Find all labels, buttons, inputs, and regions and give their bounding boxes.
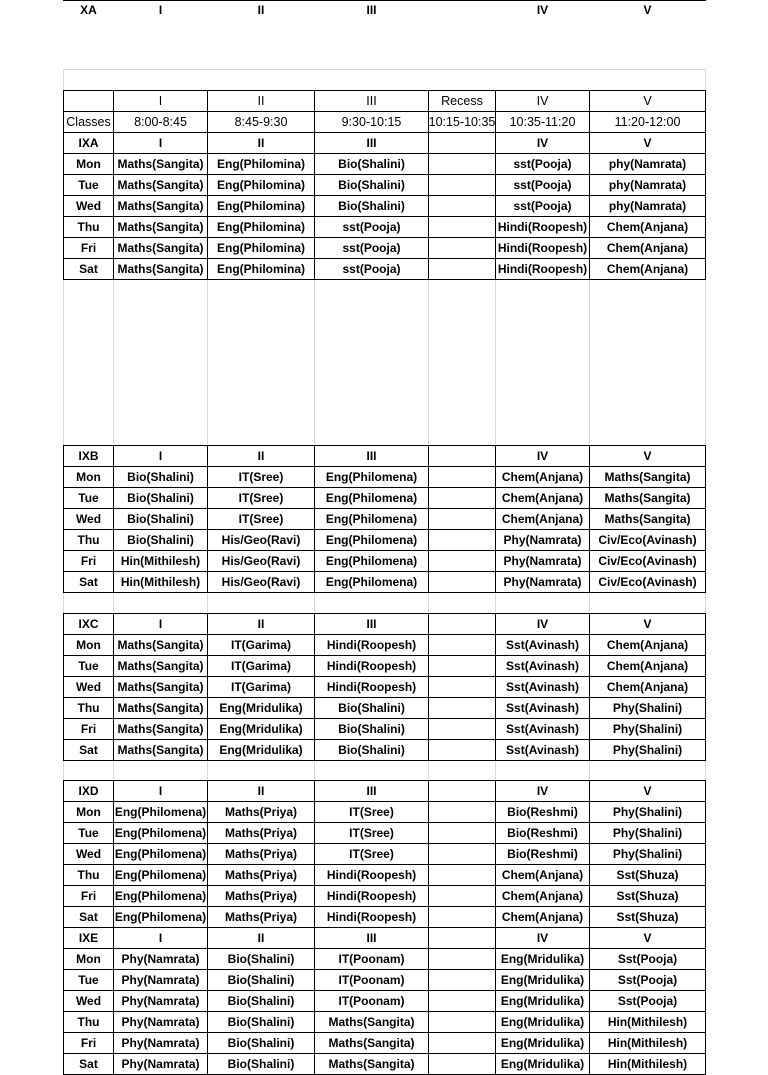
- time-header-cell: 8:00-8:45: [134, 115, 187, 129]
- table-cell: Maths(Sangita): [328, 1015, 415, 1029]
- section-header-cell: I: [158, 617, 163, 631]
- table-cell: IT(Sree): [349, 826, 394, 840]
- table-cell: [429, 719, 495, 739]
- table-cell: [429, 530, 495, 550]
- section-header-cell: III: [366, 449, 377, 463]
- gridline-light: [705, 592, 706, 613]
- table-cell: [429, 886, 495, 906]
- section-header-cell: IV: [536, 931, 549, 945]
- section-header-cell: IV: [536, 3, 549, 17]
- table-cell: [429, 970, 495, 990]
- section-header-cell: III: [366, 3, 377, 17]
- table-cell: Mon: [76, 952, 101, 966]
- table-cell: Wed: [75, 512, 102, 526]
- table-cell: Maths(Sangita): [117, 199, 204, 213]
- table-cell: Chem(Anjana): [501, 889, 584, 903]
- section-header-cell: IV: [536, 617, 549, 631]
- table-cell: Sst(Avinash): [506, 722, 579, 736]
- table-cell: Maths(Priya): [224, 910, 298, 924]
- table-cell: phy(Namrata): [608, 178, 687, 192]
- table-cell: Chem(Anjana): [501, 868, 584, 882]
- table-cell: Maths(Priya): [224, 826, 298, 840]
- table-cell: Chem(Anjana): [606, 262, 689, 276]
- period-header-cell: V: [643, 94, 652, 108]
- table-cell: Chem(Anjana): [606, 241, 689, 255]
- gridline-light: [113, 592, 114, 613]
- table-cell: Maths(Sangita): [117, 701, 204, 715]
- table-cell: [429, 175, 495, 195]
- table-cell: Phy(Namrata): [121, 1036, 200, 1050]
- table-cell: Eng(Philomina): [217, 262, 305, 276]
- table-cell: Sst(Avinash): [506, 659, 579, 673]
- table-cell: Bio(Shalini): [127, 470, 194, 484]
- table-cell: Eng(Philomina): [217, 157, 305, 171]
- table-cell: Mon: [76, 638, 101, 652]
- table-cell: Maths(Sangita): [604, 512, 691, 526]
- gridline-light: [113, 279, 114, 445]
- table-cell: sst(Pooja): [513, 199, 572, 213]
- table-cell: Eng(Philomena): [114, 910, 207, 924]
- table-cell: Phy(Namrata): [503, 533, 582, 547]
- table-cell: Bio(Shalini): [227, 1036, 295, 1050]
- table-cell: [429, 740, 495, 760]
- table-cell: Maths(Sangita): [117, 241, 204, 255]
- table-cell: Hindi(Roopesh): [326, 889, 417, 903]
- table-cell: Tue: [78, 178, 99, 192]
- section-header-cell: [429, 614, 495, 634]
- table-cell: Eng(Philomena): [325, 512, 418, 526]
- table-cell: IT(Garima): [230, 659, 291, 673]
- table-cell: Bio(Shalini): [338, 157, 405, 171]
- period-header-cell: II: [257, 94, 265, 108]
- table-cell: Maths(Priya): [224, 889, 298, 903]
- table-cell: Maths(Priya): [224, 868, 298, 882]
- table-cell: phy(Namrata): [608, 199, 687, 213]
- section-header-cell: V: [643, 931, 652, 945]
- table-cell: His/Geo(Ravi): [221, 533, 301, 547]
- table-cell: Hindi(Roopesh): [326, 659, 417, 673]
- table-cell: Maths(Priya): [224, 847, 298, 861]
- table-cell: His/Geo(Ravi): [221, 554, 301, 568]
- table-cell: Tue: [78, 659, 99, 673]
- table-cell: Maths(Sangita): [117, 722, 204, 736]
- table-cell: Phy(Shalini): [612, 805, 683, 819]
- table-cell: Thu: [77, 1015, 100, 1029]
- table-cell: [429, 259, 495, 279]
- section-header-cell: V: [643, 136, 652, 150]
- table-cell: Fri: [80, 889, 97, 903]
- table-cell: [429, 1033, 495, 1053]
- table-cell: Hindi(Roopesh): [326, 638, 417, 652]
- table-cell: Eng(Philomena): [325, 533, 418, 547]
- gridline-light: [428, 760, 429, 780]
- table-cell: sst(Pooja): [342, 262, 401, 276]
- table-cell: Eng(Philomena): [325, 470, 418, 484]
- table-cell: Bio(Reshmi): [507, 847, 578, 861]
- table-cell: Bio(Reshmi): [507, 805, 578, 819]
- table-cell: Sst(Avinash): [506, 638, 579, 652]
- table-cell: [429, 488, 495, 508]
- table-cell: [429, 802, 495, 822]
- table-cell: IT(Garima): [230, 638, 291, 652]
- table-cell: Chem(Anjana): [501, 491, 584, 505]
- table-cell: IT(Sree): [238, 512, 284, 526]
- table-cell: Eng(Mridulika): [500, 1036, 585, 1050]
- table-cell: sst(Pooja): [342, 241, 401, 255]
- table-cell: Fri: [80, 554, 97, 568]
- table-cell: Maths(Sangita): [117, 178, 204, 192]
- table-cell: Eng(Philomina): [217, 220, 305, 234]
- period-header-cell: [64, 91, 113, 111]
- table-cell: Chem(Anjana): [501, 512, 584, 526]
- table-cell: Sst(Shuza): [616, 889, 679, 903]
- table-cell: Eng(Philomena): [114, 868, 207, 882]
- table-cell: Eng(Mridulika): [219, 743, 303, 757]
- table-cell: Bio(Shalini): [227, 973, 295, 987]
- gridline-light: [589, 760, 590, 780]
- table-cell: Wed: [75, 847, 102, 861]
- table-cell: [429, 635, 495, 655]
- section-header-cell: IXD: [78, 784, 99, 798]
- section-header-cell: I: [158, 3, 163, 17]
- section-header-cell: IV: [536, 784, 549, 798]
- table-cell: Eng(Philomina): [217, 199, 305, 213]
- table-cell: Phy(Namrata): [121, 973, 200, 987]
- table-cell: Mon: [76, 157, 101, 171]
- table-cell: Fri: [80, 1036, 97, 1050]
- gridline-light: [63, 279, 64, 445]
- table-title: [63, 69, 705, 90]
- table-cell: Thu: [77, 868, 100, 882]
- section-header-cell: [429, 133, 495, 153]
- section-header-cell: IXB: [78, 449, 99, 463]
- table-cell: Maths(Sangita): [117, 743, 204, 757]
- table-cell: Maths(Sangita): [117, 638, 204, 652]
- table-cell: [429, 154, 495, 174]
- section-header-cell: II: [257, 3, 265, 17]
- gridline-light: [705, 69, 706, 90]
- section-header-cell: IV: [536, 136, 549, 150]
- section-header-cell: I: [158, 784, 163, 798]
- table-cell: [429, 656, 495, 676]
- table-cell: [429, 677, 495, 697]
- table-cell: Hin(Mithilesh): [120, 554, 201, 568]
- table-cell: Sat: [79, 262, 98, 276]
- table-cell: Maths(Sangita): [117, 262, 204, 276]
- table-cell: Bio(Shalini): [227, 952, 295, 966]
- table-cell: Civ/Eco(Avinash): [598, 533, 697, 547]
- table-cell: Maths(Sangita): [604, 470, 691, 484]
- table-cell: Hindi(Roopesh): [326, 680, 417, 694]
- gridline-light: [314, 760, 315, 780]
- table-cell: Sat: [79, 743, 98, 757]
- table-cell: Chem(Anjana): [606, 680, 689, 694]
- gridline-light: [63, 760, 64, 780]
- section-header-cell: II: [257, 931, 265, 945]
- gridline-light: [207, 592, 208, 613]
- section-header-cell: II: [257, 449, 265, 463]
- table-cell: Maths(Priya): [224, 805, 298, 819]
- table-cell: Chem(Anjana): [606, 220, 689, 234]
- table-cell: Phy(Namrata): [121, 952, 200, 966]
- table-cell: [429, 1012, 495, 1032]
- table-cell: IT(Sree): [349, 847, 394, 861]
- section-header-cell: II: [257, 617, 265, 631]
- table-cell: IT(Poonam): [338, 952, 405, 966]
- gridline-light: [207, 760, 208, 780]
- period-header-cell: III: [366, 94, 377, 108]
- section-header-cell: V: [643, 617, 652, 631]
- grid-line: [63, 760, 706, 761]
- table-cell: Bio(Shalini): [227, 994, 295, 1008]
- table-cell: Maths(Sangita): [604, 491, 691, 505]
- table-cell: Chem(Anjana): [606, 638, 689, 652]
- table-cell: Hin(Mithilesh): [607, 1057, 688, 1071]
- table-cell: Sat: [79, 1057, 98, 1071]
- time-header-cell: 8:45-9:30: [234, 115, 288, 129]
- time-header-cell: 10:35-11:20: [509, 115, 576, 129]
- table-cell: Eng(Philomena): [114, 826, 207, 840]
- table-cell: Eng(Mridulika): [500, 952, 585, 966]
- table-cell: Civ/Eco(Avinash): [598, 554, 697, 568]
- table-cell: Sat: [79, 910, 98, 924]
- section-header-cell: V: [643, 784, 652, 798]
- section-header-cell: [429, 781, 495, 801]
- table-cell: Fri: [80, 241, 97, 255]
- table-cell: [429, 572, 495, 592]
- table-cell: Maths(Sangita): [117, 680, 204, 694]
- time-header-cell: 11:20-12:00: [614, 115, 681, 129]
- table-cell: Chem(Anjana): [501, 470, 584, 484]
- table-cell: Bio(Shalini): [338, 199, 405, 213]
- grid-line: [63, 279, 706, 280]
- table-cell: Bio(Reshmi): [507, 826, 578, 840]
- section-header-cell: II: [257, 784, 265, 798]
- table-cell: Sst(Avinash): [506, 680, 579, 694]
- gridline-light: [428, 592, 429, 613]
- table-cell: Eng(Mridulika): [500, 1015, 585, 1029]
- table-cell: Bio(Shalini): [338, 743, 405, 757]
- table-cell: Tue: [78, 491, 99, 505]
- table-cell: Phy(Shalini): [612, 847, 683, 861]
- table-cell: IT(Poonam): [338, 973, 405, 987]
- table-cell: IT(Poonam): [338, 994, 405, 1008]
- table-cell: phy(Namrata): [608, 157, 687, 171]
- section-header-cell: IXA: [78, 136, 99, 150]
- gridline-light: [589, 592, 590, 613]
- gridline-light: [495, 279, 496, 445]
- table-cell: Eng(Philomina): [217, 241, 305, 255]
- table-cell: Eng(Mridulika): [500, 973, 585, 987]
- table-cell: Phy(Namrata): [121, 994, 200, 1008]
- table-cell: Sst(Shuza): [616, 868, 679, 882]
- table-cell: Bio(Shalini): [227, 1015, 295, 1029]
- table-cell: Thu: [77, 220, 100, 234]
- table-cell: Bio(Shalini): [338, 722, 405, 736]
- table-cell: Civ/Eco(Avinash): [598, 575, 697, 589]
- table-cell: Phy(Shalini): [612, 701, 683, 715]
- section-header-cell: I: [158, 449, 163, 463]
- table-cell: Hin(Mithilesh): [120, 575, 201, 589]
- table-cell: Eng(Philomena): [114, 805, 207, 819]
- table-cell: Sat: [79, 575, 98, 589]
- table-cell: Eng(Philomena): [114, 847, 207, 861]
- table-cell: Eng(Philomena): [325, 554, 418, 568]
- table-cell: Phy(Namrata): [503, 554, 582, 568]
- table-cell: Hindi(Roopesh): [326, 868, 417, 882]
- table-cell: IT(Sree): [349, 805, 394, 819]
- section-header-cell: IV: [536, 449, 549, 463]
- table-cell: [429, 991, 495, 1011]
- table-cell: Eng(Mridulika): [219, 701, 303, 715]
- table-cell: Hindi(Roopesh): [497, 241, 588, 255]
- period-header-cell: Recess: [441, 94, 483, 108]
- section-header-cell: I: [158, 931, 163, 945]
- table-cell: [429, 823, 495, 843]
- table-cell: [429, 551, 495, 571]
- table-cell: Sst(Avinash): [506, 743, 579, 757]
- table-cell: Eng(Philomena): [114, 889, 207, 903]
- gridline-light: [428, 279, 429, 445]
- period-header-cell: IV: [536, 94, 549, 108]
- table-cell: Phy(Shalini): [612, 722, 683, 736]
- table-cell: Eng(Philomena): [325, 491, 418, 505]
- table-cell: Hindi(Roopesh): [497, 220, 588, 234]
- gridline-light: [314, 279, 315, 445]
- section-header-cell: III: [366, 784, 377, 798]
- table-cell: Sst(Pooja): [617, 952, 678, 966]
- table-cell: Sst(Pooja): [617, 994, 678, 1008]
- table-cell: Phy(Shalini): [612, 826, 683, 840]
- table-cell: [429, 196, 495, 216]
- table-cell: Sst(Avinash): [506, 701, 579, 715]
- table-cell: Phy(Namrata): [503, 575, 582, 589]
- table-cell: sst(Pooja): [342, 220, 401, 234]
- time-header-cell: 10:15-10:35: [429, 115, 495, 129]
- table-cell: Chem(Anjana): [606, 659, 689, 673]
- section-header-cell: XA: [80, 3, 97, 17]
- section-header-cell: III: [366, 617, 377, 631]
- section-header-cell: [429, 928, 495, 948]
- table-cell: Mon: [76, 805, 101, 819]
- table-cell: His/Geo(Ravi): [221, 575, 301, 589]
- gridline-light: [113, 760, 114, 780]
- table-cell: Maths(Sangita): [117, 659, 204, 673]
- table-cell: Hindi(Roopesh): [497, 262, 588, 276]
- table-cell: Eng(Philomina): [217, 178, 305, 192]
- gridline-light: [589, 279, 590, 445]
- table-cell: sst(Pooja): [513, 157, 572, 171]
- table-cell: Wed: [75, 994, 102, 1008]
- table-cell: [429, 467, 495, 487]
- table-cell: IT(Sree): [238, 470, 284, 484]
- section-header-cell: III: [366, 931, 377, 945]
- gridline-light: [705, 279, 706, 445]
- table-cell: Sst(Shuza): [616, 910, 679, 924]
- table-cell: Eng(Mridulika): [500, 994, 585, 1008]
- table-cell: Hin(Mithilesh): [607, 1036, 688, 1050]
- gridline-light: [705, 760, 706, 780]
- table-cell: Hindi(Roopesh): [326, 910, 417, 924]
- table-cell: [429, 1054, 495, 1074]
- section-header-cell: III: [366, 136, 377, 150]
- section-header-cell: [429, 446, 495, 466]
- section-header-cell: IXC: [78, 617, 99, 631]
- table-cell: Bio(Shalini): [338, 701, 405, 715]
- table-cell: Wed: [75, 199, 102, 213]
- table-cell: [429, 865, 495, 885]
- grid-line: [63, 592, 706, 593]
- table-cell: [429, 509, 495, 529]
- section-header-cell: V: [643, 3, 652, 17]
- table-cell: Maths(Sangita): [117, 220, 204, 234]
- table-cell: Phy(Shalini): [612, 743, 683, 757]
- gridline-light: [314, 592, 315, 613]
- table-cell: IT(Sree): [238, 491, 284, 505]
- section-header-cell: [429, 0, 495, 20]
- table-cell: IT(Garima): [230, 680, 291, 694]
- table-cell: [429, 698, 495, 718]
- table-cell: Maths(Sangita): [117, 157, 204, 171]
- table-cell: [429, 238, 495, 258]
- gridline-light: [207, 279, 208, 445]
- table-cell: Bio(Shalini): [127, 533, 194, 547]
- section-header-cell: IXE: [78, 931, 99, 945]
- gridline-light: [63, 592, 64, 613]
- table-cell: Maths(Sangita): [328, 1057, 415, 1071]
- table-cell: Bio(Shalini): [127, 512, 194, 526]
- table-cell: Eng(Philomena): [325, 575, 418, 589]
- table-cell: [429, 949, 495, 969]
- time-header-cell: Classes: [66, 115, 111, 129]
- table-cell: Thu: [77, 533, 100, 547]
- grid-line: [705, 90, 706, 280]
- table-cell: Chem(Anjana): [501, 910, 584, 924]
- table-cell: Tue: [78, 973, 99, 987]
- gridline-light: [495, 592, 496, 613]
- table-cell: Tue: [78, 826, 99, 840]
- table-cell: [429, 844, 495, 864]
- table-cell: Eng(Mridulika): [219, 722, 303, 736]
- table-cell: Mon: [76, 470, 101, 484]
- table-cell: [429, 217, 495, 237]
- table-cell: [429, 907, 495, 927]
- table-cell: Fri: [80, 722, 97, 736]
- gridline-light: [495, 760, 496, 780]
- table-cell: Eng(Mridulika): [500, 1057, 585, 1071]
- table-cell: Bio(Shalini): [227, 1057, 295, 1071]
- table-cell: sst(Pooja): [513, 178, 572, 192]
- table-cell: Thu: [77, 701, 100, 715]
- table-cell: Sst(Pooja): [617, 973, 678, 987]
- table-cell: Wed: [75, 680, 102, 694]
- section-header-cell: I: [158, 136, 163, 150]
- table-cell: Phy(Namrata): [121, 1057, 200, 1071]
- table-cell: Bio(Shalini): [338, 178, 405, 192]
- table-cell: Bio(Shalini): [127, 491, 194, 505]
- time-header-cell: 9:30-10:15: [341, 115, 402, 129]
- table-cell: Phy(Namrata): [121, 1015, 200, 1029]
- section-header-cell: II: [257, 136, 265, 150]
- section-header-cell: V: [643, 449, 652, 463]
- period-header-cell: I: [158, 94, 163, 108]
- table-cell: Maths(Sangita): [328, 1036, 415, 1050]
- table-cell: Hin(Mithilesh): [607, 1015, 688, 1029]
